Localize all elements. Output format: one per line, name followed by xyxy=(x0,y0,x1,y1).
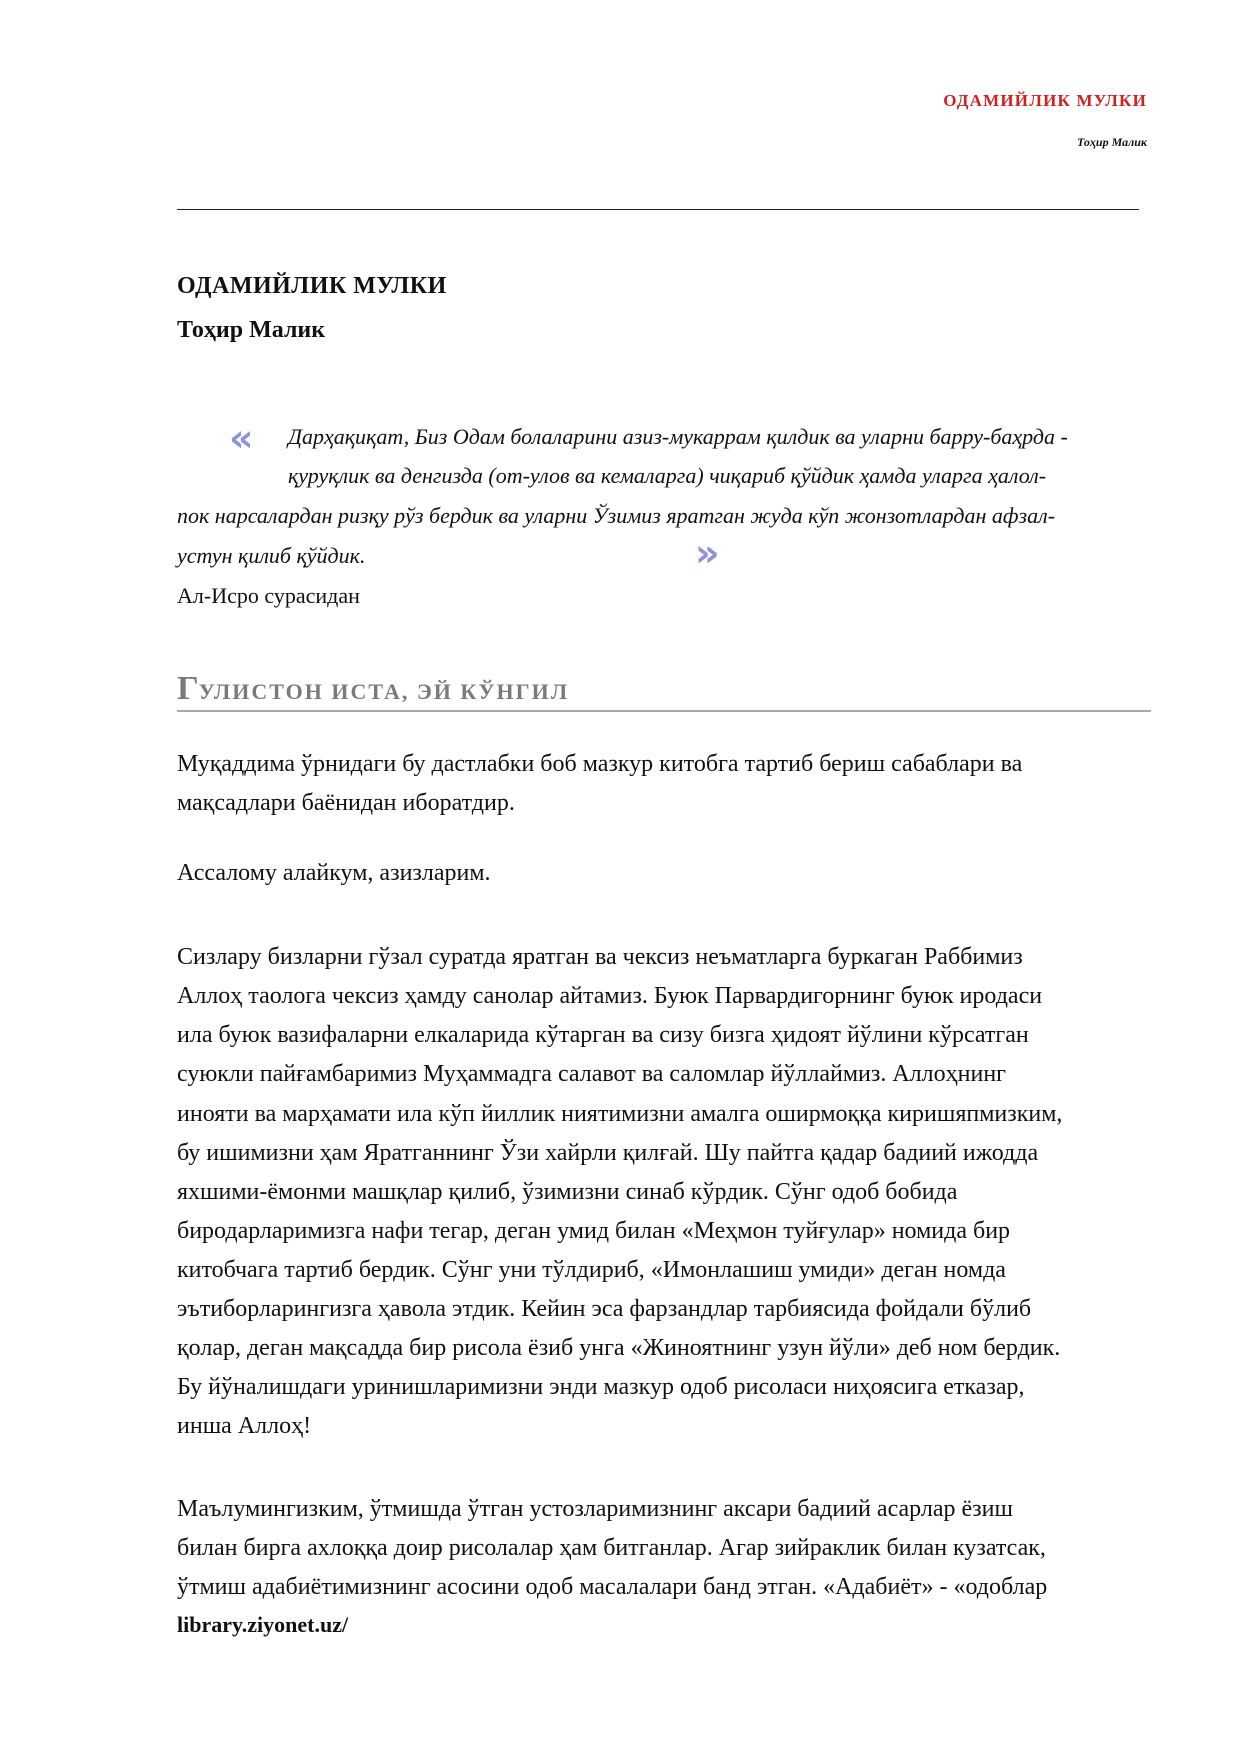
epigraph-line: қуруқлик ва денгизда (от-улов ва кемаларга) чиқариб қўйдик ҳамда уларга ҳалол- xyxy=(288,463,1047,488)
epigraph-line: устун қилиб қўйдик. xyxy=(177,543,366,568)
body-line: мақсадлари баёнидан иборатдир. xyxy=(177,790,515,816)
header-rule xyxy=(177,209,1139,210)
body-line: Ассалому алайкум, азизларим. xyxy=(177,860,491,886)
body-line: Сизлару бизларни гўзал суратда яратган ва чексиз неъматларга буркаган Раббимиз xyxy=(177,944,1023,970)
close-quote-mark: » xyxy=(695,531,720,575)
body-line: қолар, деган мақсадда бир рисола ёзиб унга «Жиноятнинг узун йўли» деб ном бердик. xyxy=(177,1335,1061,1361)
body-line: суюкли пайғамбаримиз Муҳаммадга салавот ва саломлар йўллаймиз. Аллоҳнинг xyxy=(177,1061,1007,1087)
epigraph-line: Дарҳақиқат, Биз Одам болаларини азиз-мукаррам қилдик ва уларни барру-баҳрда - xyxy=(288,424,1068,449)
running-header xyxy=(943,91,1147,149)
body-line: яхшими-ёмонми машқлар қилиб, ўзимизни синаб кўрдик. Сўнг одоб бобида xyxy=(177,1179,958,1205)
footer-site: library.ziyonet.uz/ xyxy=(177,1612,349,1637)
body-line: Муқаддима ўрнидаги бу дастлабки боб мазкур китобга тартиб бериш сабаблари ва xyxy=(177,751,1023,777)
book-author: Тоҳир Малик xyxy=(177,317,326,343)
running-author: Тоҳир Малик xyxy=(1077,135,1147,149)
section-heading-text: УЛИСТОН ИСТА, ЭЙ КЎНГИЛ xyxy=(198,679,570,704)
body-line: Аллоҳ таолога чексиз ҳамду санолар айтамиз. Буюк Парвардигорнинг буюк иродаси xyxy=(177,983,1043,1009)
epigraph-source: Ал-Исро сурасидан xyxy=(177,583,360,608)
book-title: ОДАМИЙЛИК МУЛКИ xyxy=(177,273,447,299)
body-line: биродарларимизга нафи тегар, деган умид билан «Меҳмон туйғулар» номида бир xyxy=(177,1218,1011,1244)
body-line: эътиборларингизга ҳавола этдик. Кейин эса фарзандлар тарбиясида фойдали бўлиб xyxy=(177,1296,1032,1322)
section-heading-initial: Г xyxy=(177,670,199,707)
body-line: ўтмиш адабиётимизнинг асосини одоб масалалари банд этган. «Адабиёт» - «одоблар xyxy=(177,1574,1048,1600)
body-line: билан бирга ахлоққа доир рисолалар ҳам битганлар. Агар зийраклик билан кузатсак, xyxy=(177,1535,1046,1561)
body-line: инша Аллоҳ! xyxy=(177,1413,312,1439)
body-line: китобчага тартиб бердик. Сўнг уни тўлдириб, «Имонлашиш умиди» деган номда xyxy=(177,1257,1006,1283)
section-heading xyxy=(177,670,1151,712)
running-title: ОДАМИЙЛИК МУЛКИ xyxy=(943,91,1147,110)
body-line: инояти ва марҳамати ила кўп йиллик ниятимизни амалга оширмоққа киришяпмизким, xyxy=(177,1101,1063,1127)
body-line: бу ишимизни ҳам Яратганнинг Ўзи хайрли қилғай. Шу пайтга қадар бадиий ижодда xyxy=(177,1140,1039,1166)
open-quote-mark: « xyxy=(229,416,254,460)
body-line: ила буюк вазифаларни елкаларида кўтарган ва сизу бизга ҳидоят йўлини кўрсатган xyxy=(177,1022,1029,1048)
body-line: Бу йўналишдаги уринишларимизни энди мазкур одоб рисоласи ниҳоясига етказар, xyxy=(177,1374,1025,1400)
body-line: Маълумингизким, ўтмишда ўтган устозларимизнинг аксари бадиий асарлар ёзиш xyxy=(177,1496,1013,1522)
epigraph-line: пок нарсалардан ризқу рўз бердик ва уларни Ўзимиз яратган жуда кўп жонзотлардан афзал- xyxy=(177,503,1056,528)
